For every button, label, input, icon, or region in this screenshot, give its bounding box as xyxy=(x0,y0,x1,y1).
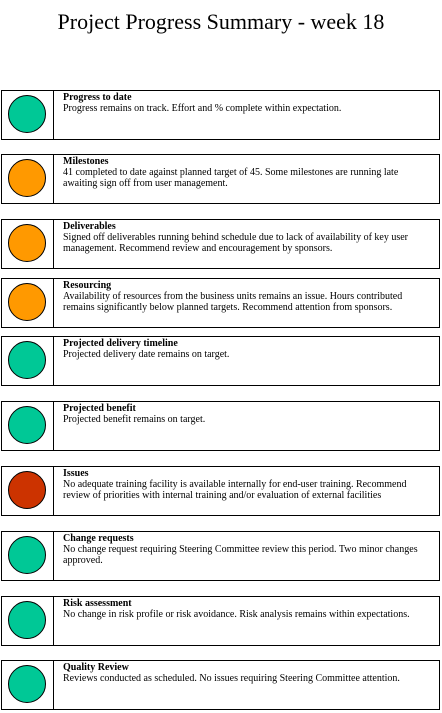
status-text xyxy=(63,662,435,684)
status-row xyxy=(1,278,440,328)
status-indicator-cell xyxy=(2,337,54,385)
status-row xyxy=(1,596,440,646)
item-detail: Signed off deliverables running behind schedule due to lack of availability of key user management. Recommend review and encouragement by sponsors. xyxy=(63,232,408,254)
status-row xyxy=(1,154,440,204)
item-heading: Deliverables xyxy=(63,221,116,232)
status-indicator-cell xyxy=(2,91,54,139)
item-heading: Progress to date xyxy=(63,92,132,103)
status-text xyxy=(63,468,435,501)
status-indicator-cell xyxy=(2,532,54,580)
status-row xyxy=(1,466,440,516)
item-heading: Change requests xyxy=(63,533,134,544)
status-text xyxy=(63,92,435,114)
status-light-icon xyxy=(8,601,46,639)
page-title: Project Progress Summary - week 18 xyxy=(57,9,385,34)
status-row xyxy=(1,336,440,386)
status-light-icon xyxy=(8,471,46,509)
status-light-icon xyxy=(8,283,46,321)
status-light-icon xyxy=(8,224,46,262)
item-heading: Risk assessment xyxy=(63,598,132,609)
item-detail: No change request requiring Steering Committee review this period. Two minor changes approved. xyxy=(63,544,418,566)
status-indicator-cell xyxy=(2,155,54,203)
status-row xyxy=(1,401,440,451)
status-text xyxy=(63,598,435,620)
status-indicator-cell xyxy=(2,220,54,268)
status-row xyxy=(1,531,440,581)
status-text xyxy=(63,533,435,566)
status-text xyxy=(63,403,435,425)
item-detail: Reviews conducted as scheduled. No issues requiring Steering Committee attention. xyxy=(63,673,400,684)
item-detail: Projected delivery date remains on target. xyxy=(63,349,230,360)
status-row xyxy=(1,660,440,710)
status-indicator-cell xyxy=(2,402,54,450)
status-text xyxy=(63,338,435,360)
item-heading: Resourcing xyxy=(63,280,112,291)
status-light-icon xyxy=(8,406,46,444)
status-light-icon xyxy=(8,95,46,133)
status-indicator-cell xyxy=(2,279,54,327)
status-indicator-cell xyxy=(2,467,54,515)
item-heading: Projected delivery timeline xyxy=(63,338,178,349)
status-light-icon xyxy=(8,536,46,574)
status-row xyxy=(1,90,440,140)
item-heading: Quality Review xyxy=(63,662,129,673)
status-indicator-cell xyxy=(2,597,54,645)
item-detail: No change in risk profile or risk avoidance. Risk analysis remains within expectations. xyxy=(63,609,410,620)
status-text xyxy=(63,221,435,254)
status-indicator-cell xyxy=(2,661,54,709)
status-text xyxy=(63,280,435,313)
item-detail: Projected benefit remains on target. xyxy=(63,414,206,425)
status-text xyxy=(63,156,435,189)
item-heading: Milestones xyxy=(63,156,109,167)
status-row xyxy=(1,219,440,269)
item-detail: 41 completed to date against planned target of 45. Some milestones are running late awaiting sign off from user management. xyxy=(63,167,399,189)
item-detail: No adequate training facility is available internally for end-user training. Recommend review of priorities with internal training and/or evaluation of external facilities xyxy=(63,479,407,501)
item-detail: Progress remains on track. Effort and % complete within expectation. xyxy=(63,103,342,114)
status-light-icon xyxy=(8,341,46,379)
item-heading: Issues xyxy=(63,468,89,479)
status-light-icon xyxy=(8,665,46,703)
status-light-icon xyxy=(8,159,46,197)
item-detail: Availability of resources from the business units remains an issue. Hours contributed remains significantly below planned targets. Recommend attention from sponsors. xyxy=(63,291,403,313)
item-heading: Projected benefit xyxy=(63,403,136,414)
